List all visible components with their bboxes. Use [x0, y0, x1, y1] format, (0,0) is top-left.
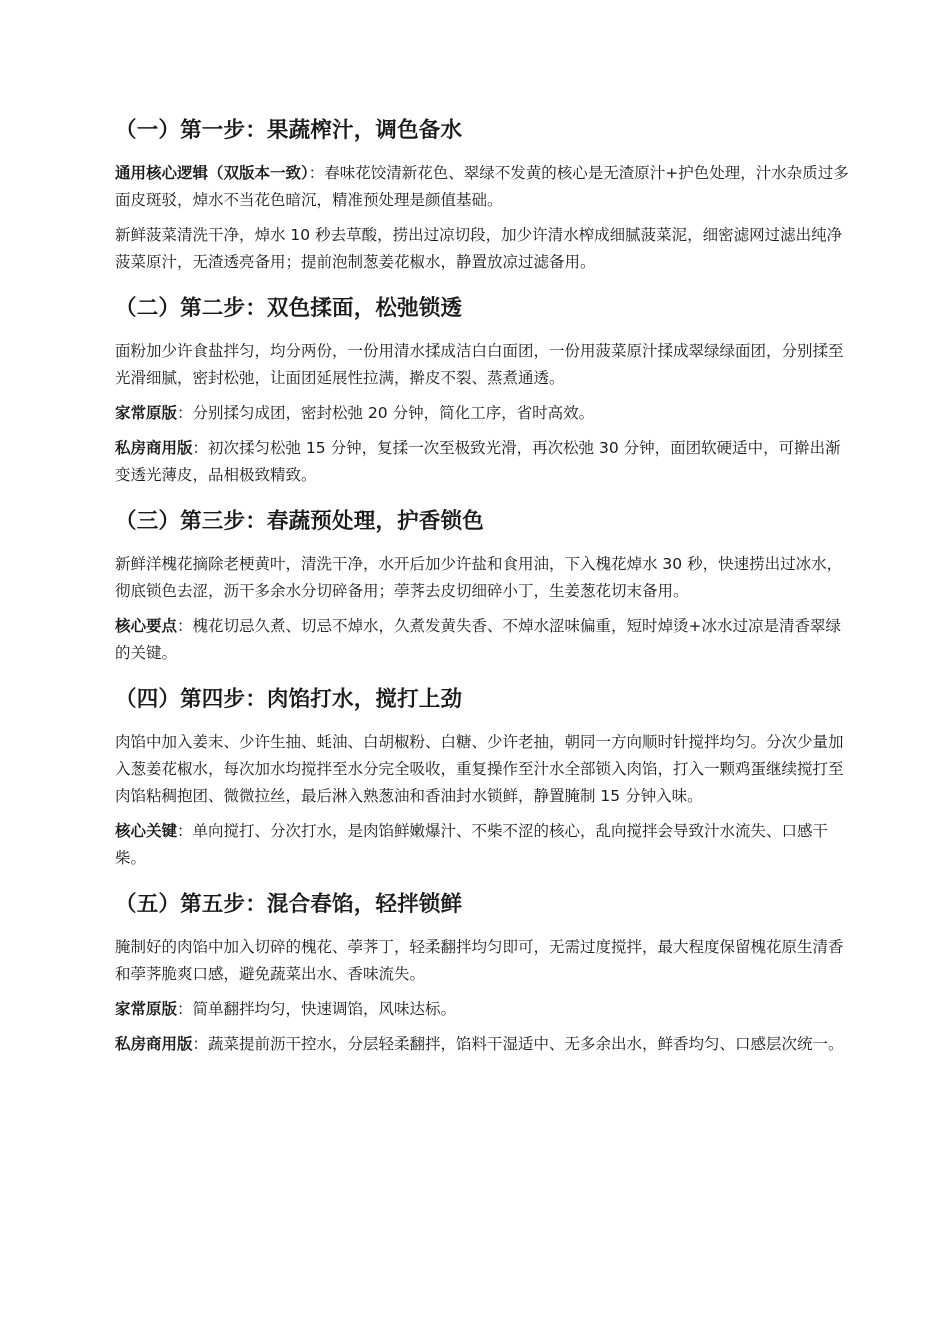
paragraph — [115, 996, 850, 1023]
paragraph-label: 家常原版 — [115, 1000, 178, 1018]
paragraph-text: ：分别揉匀成团，密封松弛 20 分钟，简化工序，省时高效。 — [177, 404, 595, 422]
paragraph — [115, 729, 850, 810]
section-title: （四）第四步：肉馅打水，搅打上劲 — [115, 687, 463, 712]
paragraph — [115, 934, 850, 988]
paragraph — [115, 613, 850, 667]
section-step-2 — [115, 290, 850, 489]
paragraph — [115, 818, 850, 872]
section-title: （二）第二步：双色揉面，松弛锁透 — [115, 296, 463, 321]
paragraph-text: 腌制好的肉馅中加入切碎的槐花、荸荠丁，轻柔翻拌均匀即可，无需过度搅拌，最大程度保留槐花原生清香和荸荠脆爽口感，避免蔬菜出水、香味流失。 — [115, 938, 844, 983]
paragraph — [115, 222, 850, 276]
document-page — [115, 112, 850, 1066]
paragraph-label: 通用核心逻辑（双版本一致） — [115, 164, 309, 182]
section-title: （五）第五步：混合春馅，轻拌锁鲜 — [115, 892, 463, 917]
paragraph-text: 肉馅中加入姜末、少许生抽、蚝油、白胡椒粉、白糖、少许老抽，朝同一方向顺时针搅拌均匀。分次少量加入葱姜花椒水，每次加水均搅拌至水分完全吸收，重复操作至汁水全部锁入肉馅，打入一颗鸡蛋继续搅打至肉馅粘稠抱团、微微拉丝，最后淋入熟葱油和香油封水锁鲜，静置腌制 15 分钟入味。 — [115, 733, 844, 805]
paragraph-text: ：蔬菜提前沥干控水，分层轻柔翻拌，馅料干湿适中、无多余出水，鲜香均匀、口感层次统一。 — [192, 1035, 844, 1053]
paragraph-text: 新鲜菠菜清洗干净，焯水 10 秒去草酸，捞出过凉切段，加少许清水榨成细腻菠菜泥，细密滤网过滤出纯净菠菜原汁，无渣透亮备用；提前泡制葱姜花椒水，静置放凉过滤备用。 — [115, 226, 843, 271]
paragraph-text: ：春味花饺清新花色、翠绿不发黄的核心是无渣原汁+护色处理，汁水杂质过多面皮斑驳，焯水不当花色暗沉，精准预处理是颜值基础。 — [115, 164, 849, 209]
paragraph-text: ：单向搅打、分次打水，是肉馅鲜嫩爆汁、不柴不涩的核心，乱向搅拌会导致汁水流失、口感干柴。 — [115, 822, 829, 867]
paragraph — [115, 435, 850, 489]
paragraph — [115, 1031, 850, 1058]
paragraph-label: 私房商用版 — [115, 439, 193, 457]
paragraph-label: 核心关键 — [115, 822, 178, 840]
paragraph — [115, 338, 850, 392]
paragraph — [115, 551, 850, 605]
paragraph-text: 面粉加少许食盐拌匀，均分两份，一份用清水揉成洁白白面团，一份用菠菜原汁揉成翠绿绿面团，分别揉至光滑细腻，密封松弛，让面团延展性拉满，擀皮不裂、蒸煮通透。 — [115, 342, 844, 387]
paragraph-label: 核心要点 — [115, 617, 178, 635]
paragraph-text: ：槐花切忌久煮、切忌不焯水，久煮发黄失香、不焯水涩味偏重，短时焯烫+冰水过凉是清香翠绿的关键。 — [115, 617, 842, 662]
section-title: （三）第三步：春蔬预处理，护香锁色 — [115, 509, 484, 534]
section-step-3 — [115, 503, 850, 667]
section-step-4 — [115, 681, 850, 872]
paragraph-label: 私房商用版 — [115, 1035, 193, 1053]
section-title: （一）第一步：果蔬榨汁，调色备水 — [115, 118, 463, 143]
paragraph-text: ：简单翻拌均匀，快速调馅，风味达标。 — [177, 1000, 457, 1018]
paragraph — [115, 400, 850, 427]
section-step-5 — [115, 886, 850, 1058]
paragraph-text: ：初次揉匀松弛 15 分钟，复揉一次至极致光滑，再次松弛 30 分钟，面团软硬适中，可擀出渐变透光薄皮，品相极致精致。 — [115, 439, 841, 484]
paragraph-text: 新鲜洋槐花摘除老梗黄叶，清洗干净，水开后加少许盐和食用油，下入槐花焯水 30 秒，快速捞出过冰水，彻底锁色去涩，沥干多余水分切碎备用；荸荠去皮切细碎小丁，生姜葱花切末备用。 — [115, 555, 843, 600]
section-step-1 — [115, 112, 850, 276]
paragraph — [115, 160, 850, 214]
paragraph-label: 家常原版 — [115, 404, 178, 422]
